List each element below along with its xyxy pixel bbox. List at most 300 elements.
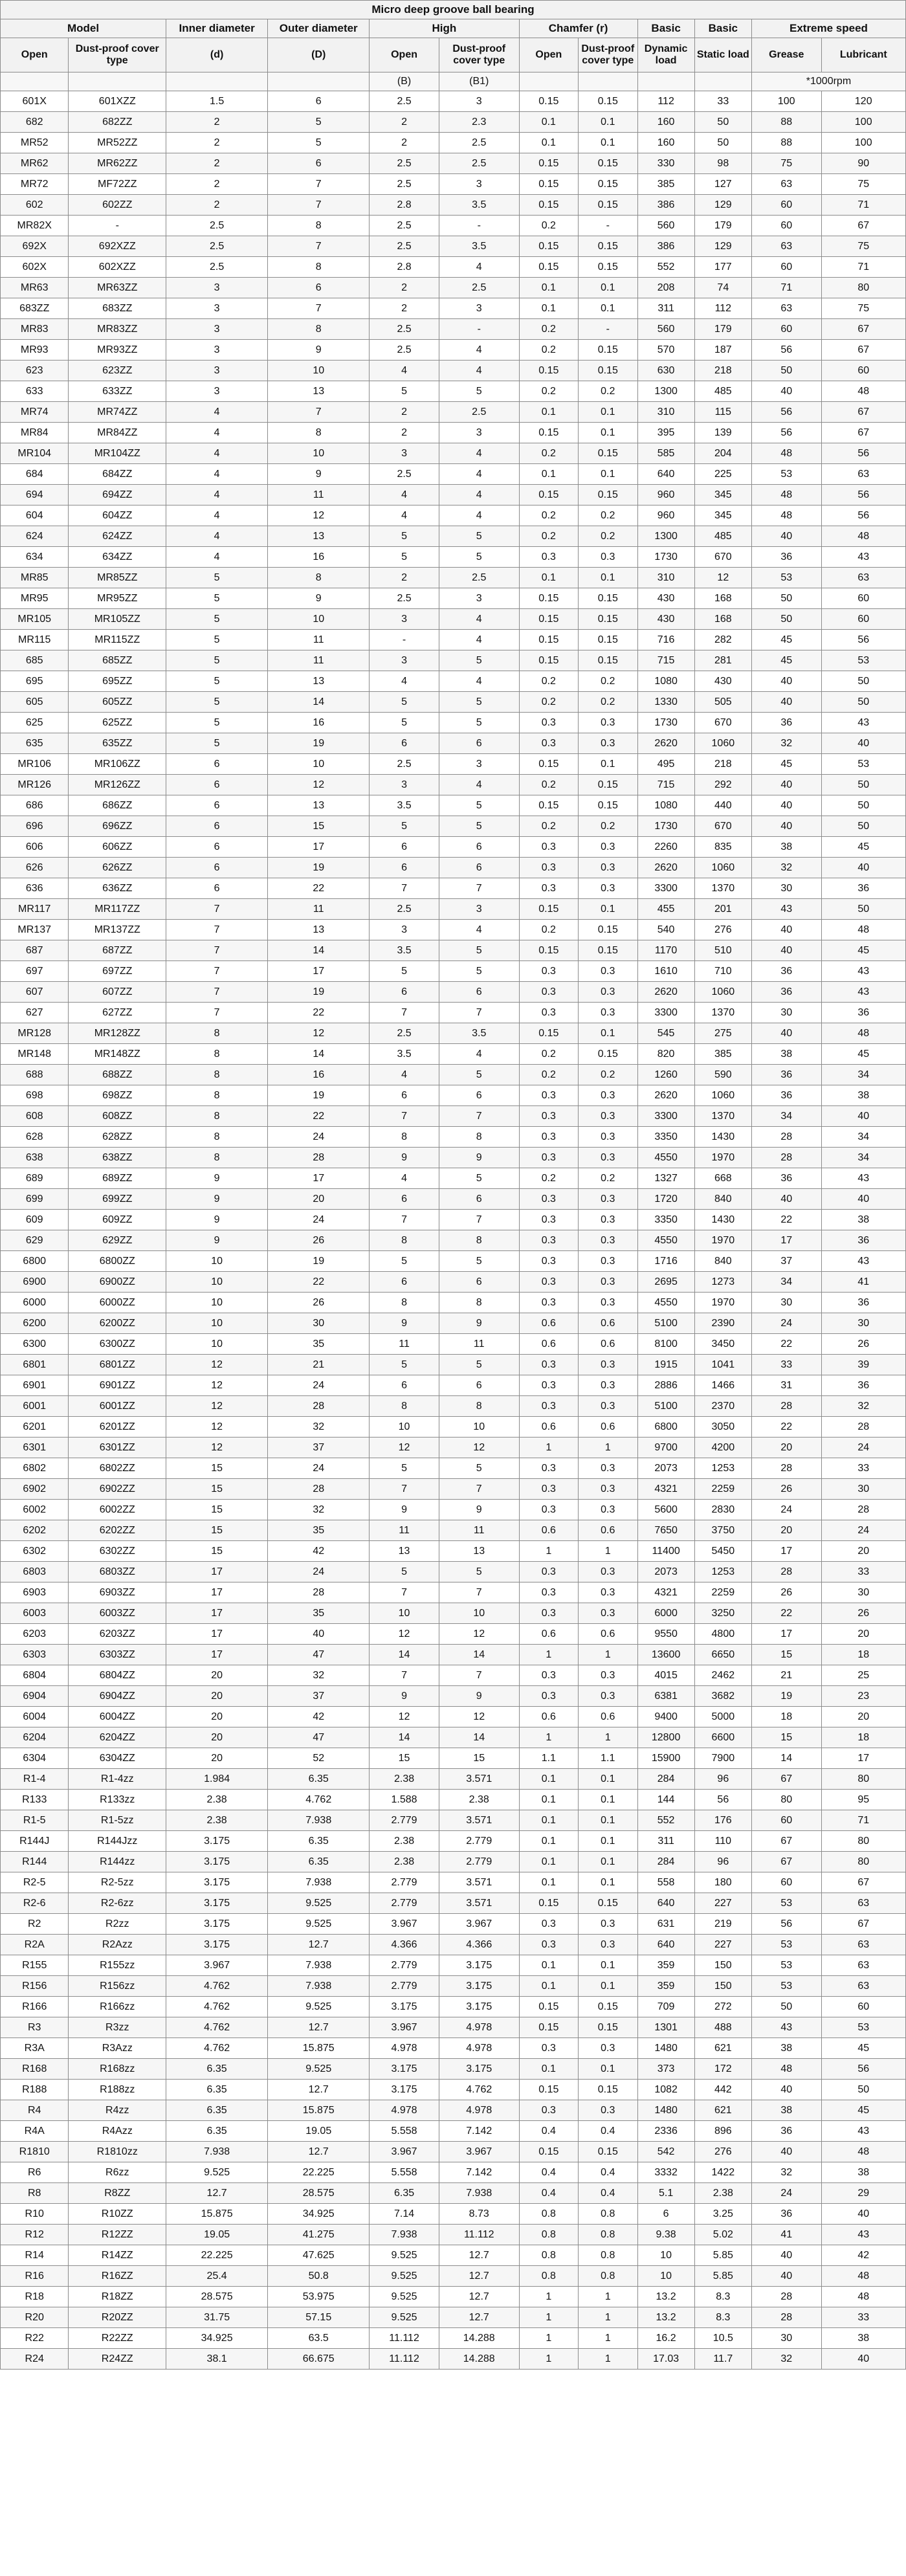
cell-inner-diameter: 7 xyxy=(166,899,268,920)
cell-speed-lubricant: 43 xyxy=(821,961,905,982)
cell-model-dustproof: 698ZZ xyxy=(69,1085,166,1106)
cell-model-open: R3 xyxy=(1,2017,69,2038)
cell-speed-grease: 24 xyxy=(751,2183,821,2204)
cell-high-open: 5 xyxy=(370,1458,439,1479)
table-row xyxy=(1,464,906,485)
cell-static-load: 96 xyxy=(694,1852,751,1872)
cell-high-open: 3.5 xyxy=(370,1044,439,1065)
cell-inner-diameter: 7 xyxy=(166,940,268,961)
cell-speed-lubricant: 43 xyxy=(821,982,905,1003)
table-row xyxy=(1,920,906,940)
cell-speed-lubricant: 34 xyxy=(821,1127,905,1148)
cell-inner-diameter: 9 xyxy=(166,1168,268,1189)
cell-dynamic-load: 310 xyxy=(637,568,694,588)
cell-dynamic-load: 715 xyxy=(637,650,694,671)
cell-model-open: 601X xyxy=(1,91,69,112)
cell-chamfer-open: 0.3 xyxy=(519,1106,578,1127)
cell-chamfer-dustproof: 0.1 xyxy=(579,133,637,153)
cell-chamfer-dustproof: 0.1 xyxy=(579,1810,637,1831)
cell-inner-diameter: 34.925 xyxy=(166,2328,268,2349)
cell-chamfer-open: 0.6 xyxy=(519,1707,578,1727)
cell-static-load: 292 xyxy=(694,775,751,795)
cell-high-dustproof: 7 xyxy=(439,1003,519,1023)
table-row xyxy=(1,2204,906,2225)
cell-chamfer-open: 0.8 xyxy=(519,2266,578,2287)
cell-chamfer-dustproof: 0.1 xyxy=(579,1872,637,1893)
cell-model-dustproof: 6804ZZ xyxy=(69,1665,166,1686)
cell-speed-grease: 15 xyxy=(751,1645,821,1665)
cell-high-open: 2 xyxy=(370,298,439,319)
table-row xyxy=(1,1582,906,1603)
cell-model-dustproof: 697ZZ xyxy=(69,961,166,982)
cell-speed-lubricant: 43 xyxy=(821,713,905,733)
cell-chamfer-dustproof: 0.15 xyxy=(579,340,637,361)
cell-model-open: 6302 xyxy=(1,1541,69,1562)
cell-static-load: 1430 xyxy=(694,1210,751,1230)
cell-dynamic-load: 4321 xyxy=(637,1479,694,1500)
cell-high-dustproof: 5 xyxy=(439,816,519,837)
cell-model-dustproof: R2Azz xyxy=(69,1935,166,1955)
cell-speed-grease: 40 xyxy=(751,2142,821,2162)
cell-high-open: 5 xyxy=(370,713,439,733)
cell-high-dustproof: 7 xyxy=(439,1665,519,1686)
cell-high-open: 2 xyxy=(370,423,439,443)
cell-speed-grease: 56 xyxy=(751,423,821,443)
cell-high-open: 4 xyxy=(370,485,439,505)
cell-high-dustproof: 7 xyxy=(439,1479,519,1500)
cell-outer-diameter: 24 xyxy=(268,1127,370,1148)
cell-inner-diameter: 2 xyxy=(166,153,268,174)
cell-model-open: 605 xyxy=(1,692,69,713)
cell-speed-lubricant: 50 xyxy=(821,671,905,692)
cell-high-open: 7 xyxy=(370,878,439,899)
cell-inner-diameter: 3 xyxy=(166,319,268,340)
cell-model-open: 633 xyxy=(1,381,69,402)
table-row xyxy=(1,1748,906,1769)
cell-inner-diameter: 1.5 xyxy=(166,91,268,112)
cell-outer-diameter: 7 xyxy=(268,195,370,216)
cell-speed-lubricant: 33 xyxy=(821,1562,905,1582)
cell-speed-grease: 63 xyxy=(751,298,821,319)
header-basic-static: Basic xyxy=(694,19,751,38)
cell-chamfer-dustproof: 0.3 xyxy=(579,858,637,878)
cell-inner-diameter: 6 xyxy=(166,816,268,837)
cell-speed-lubricant: 75 xyxy=(821,298,905,319)
table-row xyxy=(1,1210,906,1230)
cell-high-open: 3 xyxy=(370,609,439,630)
cell-outer-diameter: 9 xyxy=(268,464,370,485)
cell-speed-grease: 22 xyxy=(751,1334,821,1355)
cell-chamfer-open: 0.3 xyxy=(519,1479,578,1500)
cell-model-dustproof: MR84ZZ xyxy=(69,423,166,443)
table-row xyxy=(1,1272,906,1293)
cell-model-open: 6303 xyxy=(1,1645,69,1665)
cell-speed-grease: 32 xyxy=(751,2349,821,2370)
cell-model-open: MR85 xyxy=(1,568,69,588)
cell-model-open: MR74 xyxy=(1,402,69,423)
cell-high-open: 14 xyxy=(370,1645,439,1665)
cell-outer-diameter: 32 xyxy=(268,1665,370,1686)
cell-chamfer-dustproof: 0.15 xyxy=(579,2017,637,2038)
cell-model-dustproof: R168zz xyxy=(69,2059,166,2080)
cell-speed-grease: 53 xyxy=(751,464,821,485)
cell-model-dustproof: 602ZZ xyxy=(69,195,166,216)
cell-speed-grease: 43 xyxy=(751,2017,821,2038)
cell-high-open: 6 xyxy=(370,733,439,754)
cell-model-dustproof: 688ZZ xyxy=(69,1065,166,1085)
table-row xyxy=(1,1023,906,1044)
cell-high-dustproof: 3 xyxy=(439,754,519,775)
cell-high-open: 9 xyxy=(370,1148,439,1168)
cell-chamfer-open: 1 xyxy=(519,1645,578,1665)
cell-static-load: 1060 xyxy=(694,858,751,878)
cell-outer-diameter: 24 xyxy=(268,1458,370,1479)
cell-high-dustproof: 14.288 xyxy=(439,2349,519,2370)
table-row xyxy=(1,775,906,795)
cell-model-dustproof: R1810zz xyxy=(69,2142,166,2162)
cell-model-open: R22 xyxy=(1,2328,69,2349)
cell-model-open: 607 xyxy=(1,982,69,1003)
cell-model-dustproof: R2-6zz xyxy=(69,1893,166,1914)
cell-outer-diameter: 47 xyxy=(268,1727,370,1748)
unit-B: (B) xyxy=(370,72,439,91)
cell-inner-diameter: 12.7 xyxy=(166,2183,268,2204)
table-row xyxy=(1,1168,906,1189)
cell-speed-lubricant: 53 xyxy=(821,650,905,671)
cell-model-dustproof: 6002ZZ xyxy=(69,1500,166,1520)
cell-speed-grease: 20 xyxy=(751,1438,821,1458)
cell-chamfer-dustproof: 0.3 xyxy=(579,1500,637,1520)
table-row xyxy=(1,2059,906,2080)
cell-outer-diameter: 8 xyxy=(268,423,370,443)
table-row xyxy=(1,1148,906,1168)
cell-model-dustproof: 6003ZZ xyxy=(69,1603,166,1624)
cell-high-dustproof: 5 xyxy=(439,795,519,816)
cell-speed-lubricant: 67 xyxy=(821,216,905,236)
cell-static-load: 621 xyxy=(694,2038,751,2059)
cell-chamfer-dustproof: 0.3 xyxy=(579,733,637,754)
cell-high-open: 2.779 xyxy=(370,1955,439,1976)
table-row xyxy=(1,568,906,588)
cell-outer-diameter: 6 xyxy=(268,278,370,298)
cell-chamfer-dustproof: 0.15 xyxy=(579,1893,637,1914)
cell-high-dustproof: 7 xyxy=(439,1582,519,1603)
cell-high-open: 12 xyxy=(370,1624,439,1645)
cell-outer-diameter: 5 xyxy=(268,112,370,133)
cell-high-open: 7 xyxy=(370,1003,439,1023)
cell-static-load: 272 xyxy=(694,1997,751,2017)
cell-outer-diameter: 19 xyxy=(268,733,370,754)
cell-chamfer-dustproof: 0.6 xyxy=(579,1707,637,1727)
cell-speed-grease: 18 xyxy=(751,1707,821,1727)
cell-chamfer-open: 0.1 xyxy=(519,464,578,485)
cell-chamfer-open: 0.1 xyxy=(519,1769,578,1790)
cell-chamfer-open: 0.2 xyxy=(519,671,578,692)
cell-speed-lubricant: 40 xyxy=(821,858,905,878)
table-row xyxy=(1,485,906,505)
cell-static-load: 7900 xyxy=(694,1748,751,1769)
table-row xyxy=(1,278,906,298)
header-extreme-speed: Extreme speed xyxy=(751,19,905,38)
cell-speed-grease: 67 xyxy=(751,1831,821,1852)
cell-speed-grease: 40 xyxy=(751,2080,821,2100)
cell-model-open: 609 xyxy=(1,1210,69,1230)
table-row xyxy=(1,2162,906,2183)
cell-chamfer-dustproof: 0.15 xyxy=(579,236,637,257)
cell-dynamic-load: 2260 xyxy=(637,837,694,858)
cell-model-dustproof: R156zz xyxy=(69,1976,166,1997)
cell-model-dustproof: R1-4zz xyxy=(69,1769,166,1790)
cell-chamfer-dustproof: 0.15 xyxy=(579,1044,637,1065)
cell-model-dustproof: 6803ZZ xyxy=(69,1562,166,1582)
cell-inner-diameter: 5 xyxy=(166,650,268,671)
cell-high-dustproof: 3 xyxy=(439,298,519,319)
cell-static-load: 1970 xyxy=(694,1293,751,1313)
cell-chamfer-open: 0.2 xyxy=(519,319,578,340)
cell-high-open: 11.112 xyxy=(370,2328,439,2349)
cell-outer-diameter: 7.938 xyxy=(268,1976,370,1997)
cell-model-open: MR82X xyxy=(1,216,69,236)
cell-chamfer-dustproof: - xyxy=(579,216,637,236)
cell-dynamic-load: 1327 xyxy=(637,1168,694,1189)
cell-speed-grease: 60 xyxy=(751,195,821,216)
cell-model-dustproof: R10ZZ xyxy=(69,2204,166,2225)
cell-high-open: 9.525 xyxy=(370,2287,439,2307)
cell-high-dustproof: 4 xyxy=(439,361,519,381)
cell-chamfer-dustproof: 0.3 xyxy=(579,2100,637,2121)
cell-inner-diameter: 8 xyxy=(166,1065,268,1085)
cell-dynamic-load: 160 xyxy=(637,112,694,133)
cell-high-open: 6 xyxy=(370,837,439,858)
cell-speed-lubricant: 43 xyxy=(821,547,905,568)
cell-chamfer-open: 0.1 xyxy=(519,1831,578,1852)
cell-model-open: 6804 xyxy=(1,1665,69,1686)
cell-high-dustproof: 5 xyxy=(439,1168,519,1189)
cell-speed-grease: 38 xyxy=(751,1044,821,1065)
table-row xyxy=(1,2307,906,2328)
cell-outer-diameter: 28 xyxy=(268,1479,370,1500)
cell-chamfer-dustproof: 0.3 xyxy=(579,1148,637,1168)
cell-chamfer-open: 0.15 xyxy=(519,174,578,195)
cell-chamfer-dustproof: 0.8 xyxy=(579,2245,637,2266)
cell-speed-grease: 45 xyxy=(751,754,821,775)
cell-chamfer-dustproof: 0.1 xyxy=(579,1955,637,1976)
cell-speed-grease: 60 xyxy=(751,1872,821,1893)
cell-model-dustproof: MR126ZZ xyxy=(69,775,166,795)
cell-inner-diameter: 15.875 xyxy=(166,2204,268,2225)
cell-outer-diameter: 19 xyxy=(268,1251,370,1272)
cell-chamfer-open: 0.6 xyxy=(519,1624,578,1645)
cell-outer-diameter: 40 xyxy=(268,1624,370,1645)
cell-chamfer-open: 0.15 xyxy=(519,609,578,630)
cell-static-load: 505 xyxy=(694,692,751,713)
cell-static-load: 1370 xyxy=(694,1106,751,1127)
cell-chamfer-dustproof: 0.1 xyxy=(579,899,637,920)
cell-static-load: 281 xyxy=(694,650,751,671)
cell-model-open: 6900 xyxy=(1,1272,69,1293)
cell-static-load: 282 xyxy=(694,630,751,650)
cell-speed-grease: 45 xyxy=(751,630,821,650)
cell-speed-grease: 40 xyxy=(751,1189,821,1210)
table-row xyxy=(1,1396,906,1417)
cell-outer-diameter: 11 xyxy=(268,650,370,671)
cell-model-open: R4 xyxy=(1,2100,69,2121)
cell-dynamic-load: 640 xyxy=(637,1893,694,1914)
table-row xyxy=(1,1375,906,1396)
cell-chamfer-dustproof: 0.15 xyxy=(579,650,637,671)
cell-model-dustproof: 609ZZ xyxy=(69,1210,166,1230)
cell-model-open: 6801 xyxy=(1,1355,69,1375)
cell-speed-grease: 34 xyxy=(751,1272,821,1293)
cell-chamfer-dustproof: 0.15 xyxy=(579,940,637,961)
cell-speed-lubricant: 56 xyxy=(821,2059,905,2080)
cell-speed-grease: 40 xyxy=(751,526,821,547)
cell-chamfer-open: 1 xyxy=(519,2307,578,2328)
cell-outer-diameter: 10 xyxy=(268,443,370,464)
table-row xyxy=(1,1334,906,1355)
cell-outer-diameter: 41.275 xyxy=(268,2225,370,2245)
table-row xyxy=(1,340,906,361)
cell-speed-lubricant: 43 xyxy=(821,1168,905,1189)
cell-speed-grease: 88 xyxy=(751,112,821,133)
cell-speed-grease: 63 xyxy=(751,236,821,257)
cell-inner-diameter: 2.38 xyxy=(166,1790,268,1810)
cell-dynamic-load: 570 xyxy=(637,340,694,361)
cell-chamfer-open: 0.1 xyxy=(519,1955,578,1976)
cell-static-load: 187 xyxy=(694,340,751,361)
cell-high-dustproof: 3.967 xyxy=(439,2142,519,2162)
cell-high-dustproof: 10 xyxy=(439,1417,519,1438)
cell-high-open: 11 xyxy=(370,1520,439,1541)
cell-speed-grease: 36 xyxy=(751,2204,821,2225)
cell-inner-diameter: 6 xyxy=(166,878,268,899)
cell-chamfer-open: 0.2 xyxy=(519,505,578,526)
cell-inner-diameter: 17 xyxy=(166,1624,268,1645)
table-row xyxy=(1,2328,906,2349)
cell-speed-grease: 36 xyxy=(751,961,821,982)
cell-high-dustproof: 6 xyxy=(439,858,519,878)
cell-model-open: MR84 xyxy=(1,423,69,443)
cell-chamfer-open: 0.1 xyxy=(519,1852,578,1872)
cell-high-open: 9.525 xyxy=(370,2266,439,2287)
cell-high-open: 12 xyxy=(370,1438,439,1458)
cell-high-dustproof: 8 xyxy=(439,1396,519,1417)
cell-dynamic-load: 3350 xyxy=(637,1210,694,1230)
table-row xyxy=(1,982,906,1003)
unit-blank xyxy=(166,72,268,91)
cell-dynamic-load: 5600 xyxy=(637,1500,694,1520)
cell-model-dustproof: MR63ZZ xyxy=(69,278,166,298)
cell-chamfer-open: 0.8 xyxy=(519,2225,578,2245)
cell-chamfer-open: 0.15 xyxy=(519,423,578,443)
cell-high-open: 2 xyxy=(370,568,439,588)
cell-speed-lubricant: 18 xyxy=(821,1727,905,1748)
cell-static-load: 345 xyxy=(694,485,751,505)
cell-chamfer-dustproof: 0.1 xyxy=(579,1852,637,1872)
table-row xyxy=(1,195,906,216)
cell-chamfer-dustproof: 0.1 xyxy=(579,298,637,319)
cell-model-dustproof: 602XZZ xyxy=(69,257,166,278)
cell-dynamic-load: 1730 xyxy=(637,816,694,837)
cell-chamfer-dustproof: 0.3 xyxy=(579,1603,637,1624)
cell-speed-lubricant: 42 xyxy=(821,2245,905,2266)
cell-outer-diameter: 37 xyxy=(268,1438,370,1458)
cell-high-open: 3.967 xyxy=(370,2142,439,2162)
cell-inner-diameter: 5 xyxy=(166,630,268,650)
cell-outer-diameter: 57.15 xyxy=(268,2307,370,2328)
cell-outer-diameter: 22 xyxy=(268,1272,370,1293)
table-row xyxy=(1,1562,906,1582)
cell-speed-lubricant: 33 xyxy=(821,2307,905,2328)
cell-high-dustproof: 6 xyxy=(439,1085,519,1106)
cell-static-load: 227 xyxy=(694,1893,751,1914)
table-row xyxy=(1,402,906,423)
table-row xyxy=(1,381,906,402)
cell-model-open: 6301 xyxy=(1,1438,69,1458)
cell-static-load: 3750 xyxy=(694,1520,751,1541)
cell-high-open: 4 xyxy=(370,361,439,381)
cell-speed-lubricant: 53 xyxy=(821,754,905,775)
cell-speed-grease: 24 xyxy=(751,1313,821,1334)
cell-model-dustproof: 6801ZZ xyxy=(69,1355,166,1375)
cell-dynamic-load: 1720 xyxy=(637,1189,694,1210)
cell-speed-grease: 26 xyxy=(751,1479,821,1500)
cell-high-open: 9 xyxy=(370,1313,439,1334)
cell-chamfer-dustproof: 0.3 xyxy=(579,2038,637,2059)
cell-chamfer-open: 0.15 xyxy=(519,485,578,505)
cell-high-open: 2 xyxy=(370,402,439,423)
cell-model-open: 6004 xyxy=(1,1707,69,1727)
cell-speed-grease: 50 xyxy=(751,609,821,630)
cell-model-dustproof: R2-5zz xyxy=(69,1872,166,1893)
cell-static-load: 670 xyxy=(694,816,751,837)
cell-outer-diameter: 17 xyxy=(268,837,370,858)
cell-chamfer-open: 0.2 xyxy=(519,443,578,464)
table-row xyxy=(1,1976,906,1997)
cell-dynamic-load: 1301 xyxy=(637,2017,694,2038)
cell-inner-diameter: 8 xyxy=(166,1044,268,1065)
cell-outer-diameter: 6.35 xyxy=(268,1831,370,1852)
cell-static-load: 6650 xyxy=(694,1645,751,1665)
cell-model-open: 6204 xyxy=(1,1727,69,1748)
cell-model-open: R166 xyxy=(1,1997,69,2017)
table-row xyxy=(1,2266,906,2287)
cell-chamfer-dustproof: 0.4 xyxy=(579,2162,637,2183)
cell-model-dustproof: 685ZZ xyxy=(69,650,166,671)
cell-dynamic-load: 631 xyxy=(637,1914,694,1935)
cell-high-dustproof: 4.762 xyxy=(439,2080,519,2100)
cell-speed-lubricant: 48 xyxy=(821,920,905,940)
cell-outer-diameter: 24 xyxy=(268,1375,370,1396)
cell-model-dustproof: 606ZZ xyxy=(69,837,166,858)
cell-speed-grease: 30 xyxy=(751,1003,821,1023)
cell-inner-diameter: 3 xyxy=(166,340,268,361)
table-row xyxy=(1,1810,906,1831)
cell-high-dustproof: 4 xyxy=(439,443,519,464)
cell-inner-diameter: 4 xyxy=(166,443,268,464)
cell-inner-diameter: 2 xyxy=(166,174,268,195)
cell-model-open: R24 xyxy=(1,2349,69,2370)
cell-chamfer-open: 0.3 xyxy=(519,1665,578,1686)
table-row xyxy=(1,2225,906,2245)
cell-static-load: 150 xyxy=(694,1976,751,1997)
cell-speed-grease: 48 xyxy=(751,443,821,464)
cell-high-dustproof: 5 xyxy=(439,961,519,982)
cell-dynamic-load: 1730 xyxy=(637,547,694,568)
cell-model-open: R188 xyxy=(1,2080,69,2100)
cell-chamfer-dustproof: 0.3 xyxy=(579,837,637,858)
cell-chamfer-dustproof: 0.1 xyxy=(579,1790,637,1810)
